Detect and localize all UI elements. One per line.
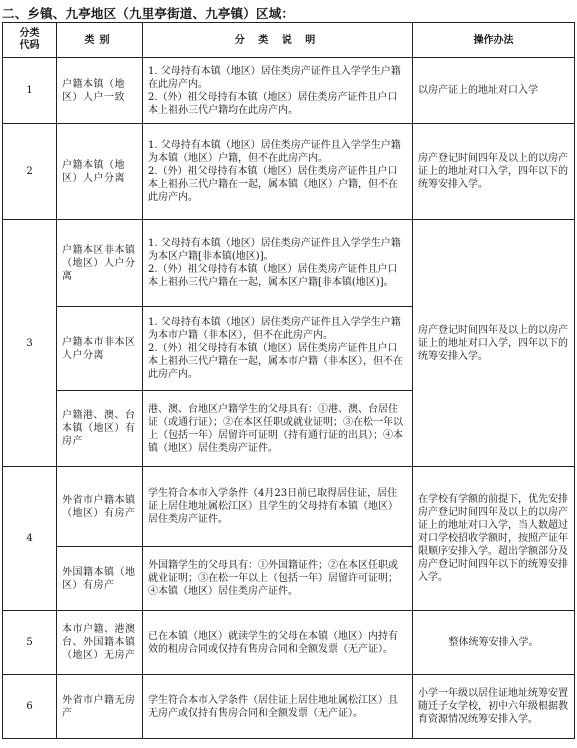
- category-cell: 户籍本镇（地区）人户分离: [57, 124, 143, 220]
- code-cell: 1: [3, 58, 57, 124]
- code-cell: 6: [3, 675, 57, 739]
- category-cell: 外省市户籍本镇（地区）有房产: [57, 467, 143, 547]
- description-line: 1. 父母持有本镇（地区）居住类房产证件且入学学生户籍为本市户籍（非本区），但不在此房产内。: [148, 317, 401, 341]
- method-cell: 房产登记时间四年及以上的以房产证上的地址对口入学，四年以下的统筹安排入学。: [413, 220, 575, 467]
- description-line: 已在本镇（地区）就读学生的父母在本镇（地区）内持有效的租房合同或仅持有售房合同和全额发票（无产证）。: [148, 630, 398, 655]
- description-cell: [143, 391, 413, 467]
- category-cell: 户籍本镇（地区）人户一致: [57, 58, 143, 124]
- description-cell: [143, 124, 413, 220]
- section-title: 二、乡镇、九亭地区（九里亭街道、九亭镇）区域：: [2, 6, 295, 21]
- code-cell: 2: [3, 124, 57, 220]
- table-row-1: [3, 58, 575, 124]
- description-line: 学生符合本市入学条件（4月23日前已取得居住证，居住证上居住地址属松江区）且学生的父母持有本镇（地区）居住类房产证件。: [148, 488, 398, 525]
- description-line: 学生符合本市入学条件（居住证上居住地址属松江区）且无房产或仅持有售房合同和全额发票（无产证）。: [148, 694, 398, 719]
- description-cell: [143, 220, 413, 307]
- method-cell: 在学校有学额的前提下，优先安排房产登记时间四年及以上的以房产证上的地址对口入学，当人数超过对口学校招收学额时，按照产证年限顺序安排入学。超出学额部分及房产登记时间四年以下的统筹安排入学。: [413, 467, 575, 611]
- description-line: 1. 父母持有本镇（地区）居住类房产证件且入学学生户籍在此房产内。: [148, 65, 401, 90]
- method-cell: 房产登记时间四年及以上的以房产证上的地址对口入学，四年以下的统筹安排入学。: [413, 124, 575, 220]
- description-line: 港、澳、台地区户籍学生的父母具有：①港、澳、台居住证（或通行证）；②在本区任职或就业证明；③在松一年以上（包括一年）居留许可证明（持有通行证的出具）；④本镇（地区）居住类房产证件。: [148, 403, 403, 454]
- description-cell: [143, 58, 413, 124]
- table-row-4a: [3, 467, 575, 547]
- description-line: 1. 父母持有本镇（地区）居住类房产证件且入学学生户籍为本镇（地区）户籍，但不在此房产内。: [148, 140, 401, 164]
- description-line: 1. 父母持有本镇（地区）居住类房产证件且入学学生户籍为本区户籍[非本镇(地区)]。: [148, 238, 401, 262]
- description-cell: [143, 675, 413, 739]
- header-category: 类别: [57, 23, 143, 58]
- code-cell: 5: [3, 611, 57, 675]
- description-cell: [143, 547, 413, 611]
- code-cell: 3: [3, 220, 57, 467]
- category-cell: 外国籍本镇（地区）有房产: [57, 547, 143, 611]
- method-cell: 小学一年级以居住证地址统筹安置随迁子女学校，初中六年级根据教育资源情况统筹安排入学。: [413, 675, 575, 739]
- category-cell: 外省市户籍无房产: [57, 675, 143, 739]
- category-cell: 户籍本市非本区人户分离: [57, 307, 143, 391]
- description-cell: [143, 307, 413, 391]
- category-cell: 户籍港、澳、台本镇（地区）有房产: [57, 391, 143, 467]
- header-description: 分 类 说 明: [143, 23, 413, 58]
- enrollment-table: [2, 22, 575, 739]
- description-line: 2.（外）祖父母持有本镇（地区）居住类房产证件且户口本上祖孙三代户籍在一起，属本市户籍（非本区），但不在此房产内。: [148, 343, 403, 380]
- description-line: 2.（外）祖父母持有本镇（地区）居住类房产证件且户口本上祖孙三代户籍在一起，属本镇（地区）户籍，但不在此房产内。: [148, 166, 398, 203]
- description-line: 2.（外）祖父母持有本镇（地区）居住类房产证件且户口本上祖孙三代户籍均在此房产内。: [148, 91, 398, 116]
- method-cell: 整体统筹安排入学。: [413, 611, 575, 675]
- category-cell: 本市户籍、港澳台、外国籍本镇（地区）无房产: [57, 611, 143, 675]
- table-row-2: [3, 124, 575, 220]
- description-line: 外国籍学生的父母具有：①外国籍证件；②在本区任职或就业证明；③在松一年以上（包括一年）居留许可证明；④本镇（地区）居住类房产证件。: [148, 560, 398, 597]
- header-row: [3, 23, 575, 58]
- description-cell: [143, 611, 413, 675]
- description-line: 2.（外）祖父母持有本镇（地区）居住类房产证件且户口本上祖孙三代户籍在一起，属本区户籍[非本镇(地区)]。: [148, 264, 398, 288]
- table-row-3a: [3, 220, 575, 307]
- description-cell: [143, 467, 413, 547]
- table-row-6: [3, 675, 575, 739]
- header-code: 分类 代码: [3, 23, 57, 58]
- code-cell: 4: [3, 467, 57, 611]
- method-cell: 以房产证上的地址对口入学: [413, 58, 575, 124]
- header-method: 操作办法: [413, 23, 575, 58]
- table-row-5: [3, 611, 575, 675]
- category-cell: 户籍本区非本镇（地区）人户分离: [57, 220, 143, 307]
